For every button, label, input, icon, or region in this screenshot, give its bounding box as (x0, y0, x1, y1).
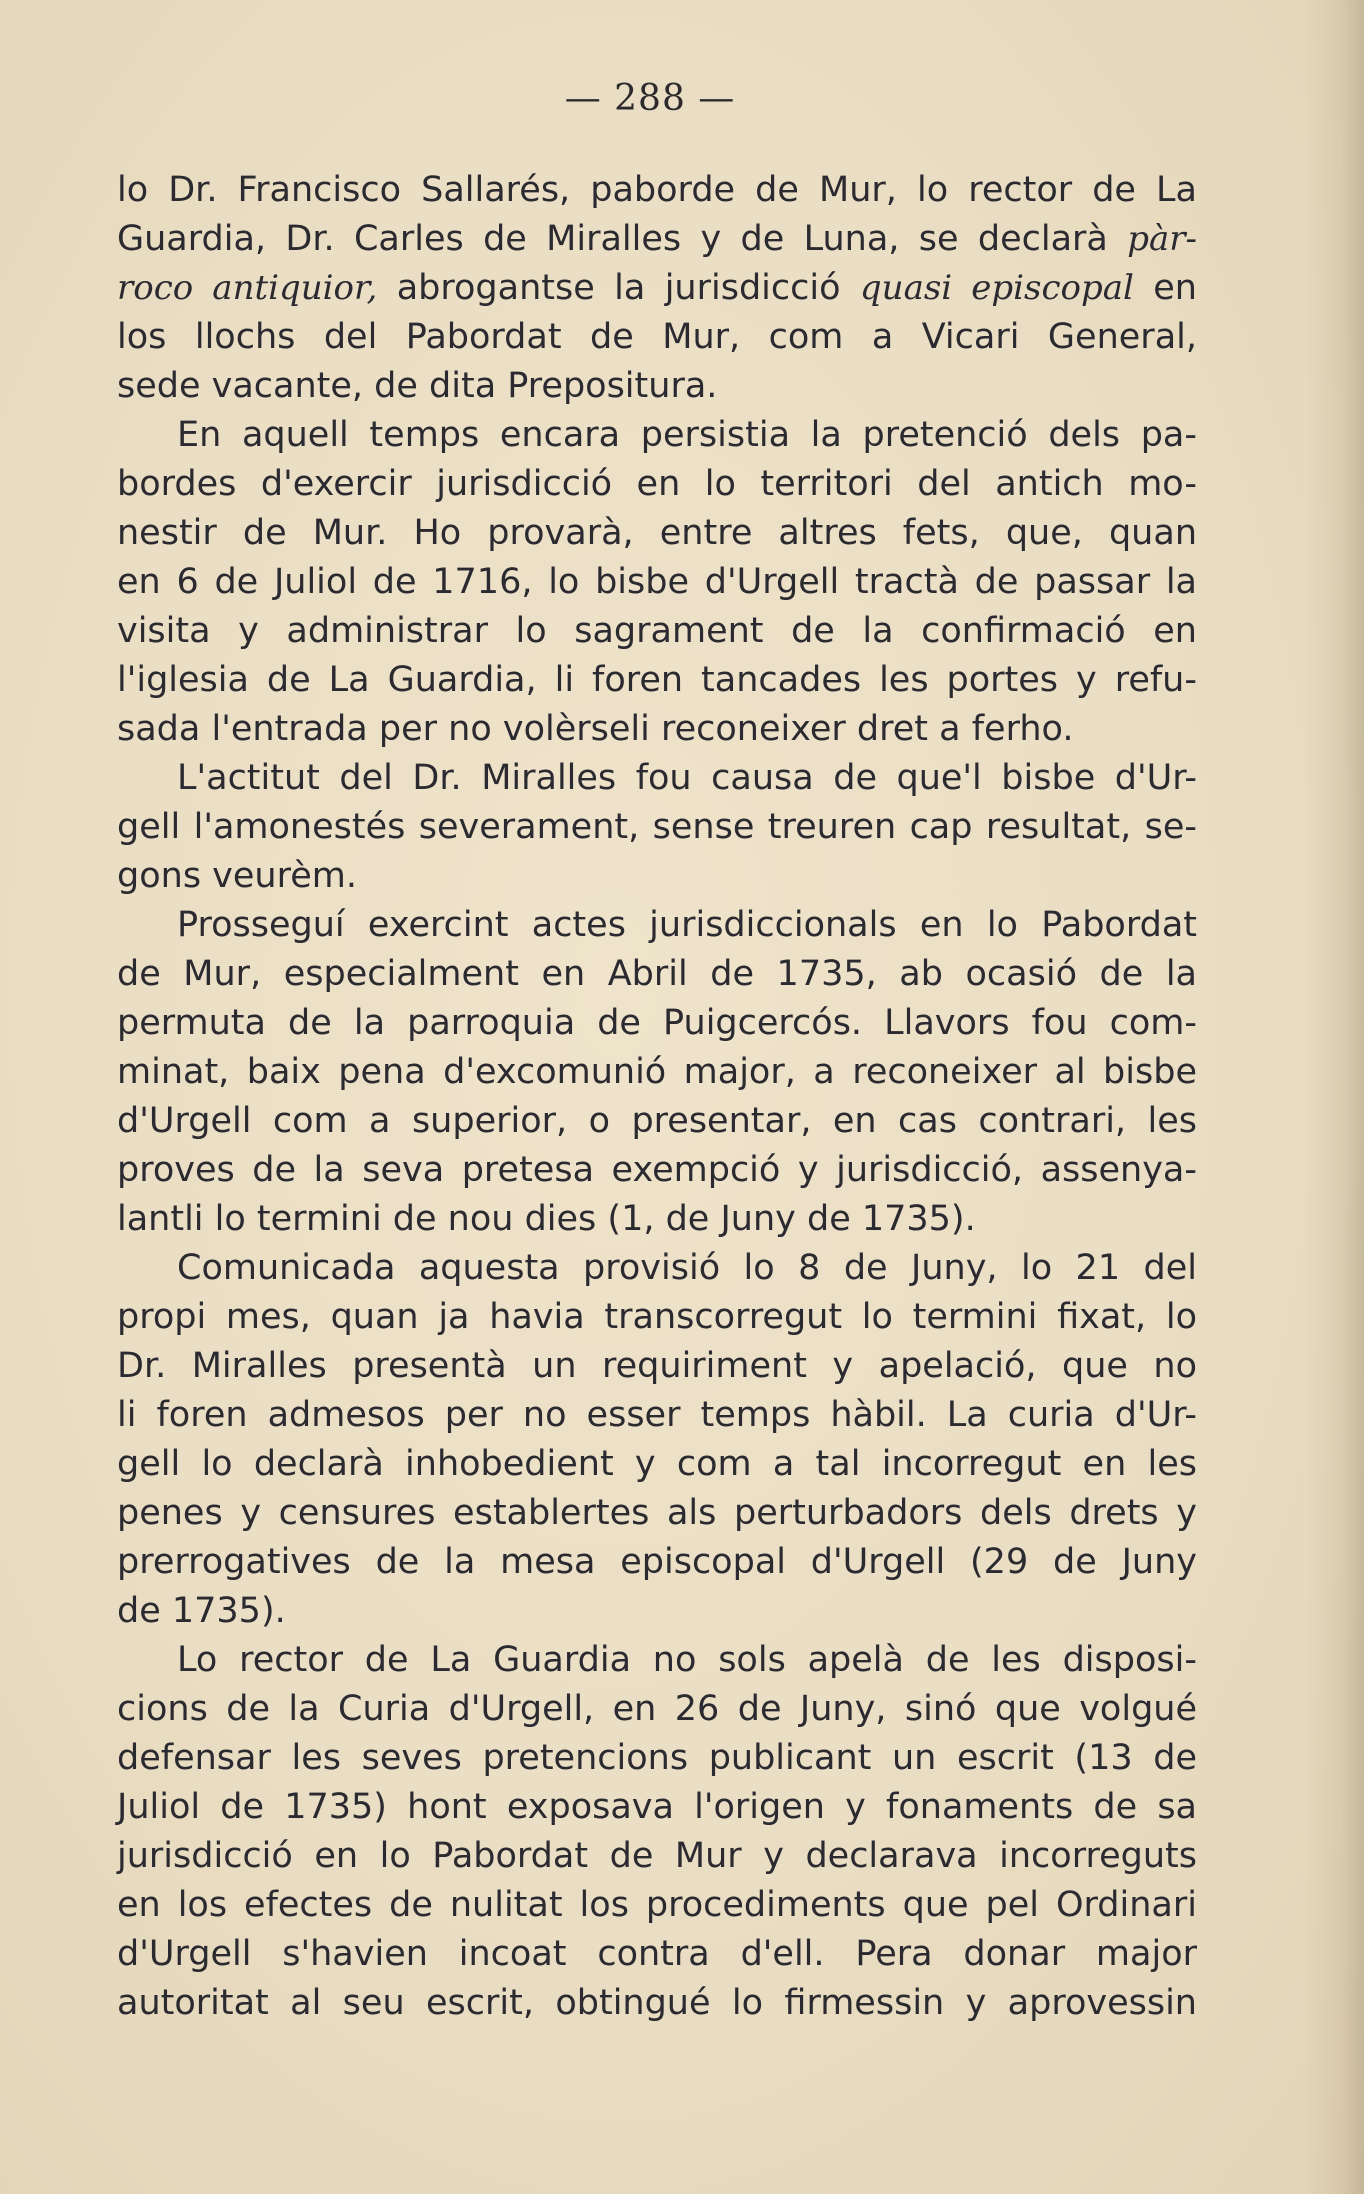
text-line: de Mur, especialment en Abril de 1735, ab ocasió de la (117, 954, 1197, 994)
page-edge-shadow (1304, 0, 1364, 2194)
page-number: — 288 — (564, 78, 736, 119)
text-line: l'iglesia de La Guardia, li foren tancades les portes y refu- (117, 660, 1197, 700)
text-line: d'Urgell s'havien incoat contra d'ell. Pera donar major (117, 1934, 1197, 1974)
text-line: penes y censures establertes als perturbadors dels drets y (117, 1493, 1197, 1533)
text-line: Dr. Miralles presentà un requiriment y apelació, que no (117, 1346, 1197, 1386)
text-line: gell l'amonestés severament, sense treuren cap resultat, se- (117, 807, 1197, 847)
text-line: en los efectes de nulitat los procediments que pel Ordinari (117, 1885, 1197, 1925)
text-line: defensar les seves pretencions publicant un escrit (13 de (117, 1738, 1197, 1778)
text-line: Juliol de 1735) hont exposava l'origen y fonaments de sa (117, 1787, 1197, 1827)
text-line: los llochs del Pabordat de Mur, com a Vicari General, (117, 317, 1197, 357)
text-line: minat, baix pena d'excomunió major, a reconeixer al bisbe (117, 1052, 1197, 1092)
text-line: bordes d'exercir jurisdicció en lo territori del antich mo- (117, 464, 1197, 504)
text-line: proves de la seva pretesa exempció y jurisdicció, assenya- (117, 1150, 1197, 1190)
text-line: Lo rector de La Guardia no sols apelà de les disposi- (177, 1640, 1197, 1680)
text-line: lo Dr. Francisco Sallarés, paborde de Mur, lo rector de La (117, 170, 1197, 210)
text-line: propi mes, quan ja havia transcorregut lo termini fixat, lo (117, 1297, 1197, 1337)
text-line (117, 215, 1197, 264)
text-span: en (1153, 268, 1197, 308)
text-line: L'actitut del Dr. Miralles fou causa de que'l bisbe d'Ur- (177, 758, 1197, 798)
text-line: nestir de Mur. Ho provarà, entre altres fets, que, quan (117, 513, 1197, 553)
text-line: de 1735). (117, 1591, 286, 1631)
text-line: gell lo declarà inhobedient y com a tal incorregut en les (117, 1444, 1197, 1484)
text-line: sede vacante, de dita Prepositura. (117, 366, 718, 406)
text-line: jurisdicció en lo Pabordat de Mur y declarava incorreguts (117, 1836, 1197, 1876)
text-line: prerrogatives de la mesa episcopal d'Urgell (29 de Juny (117, 1542, 1197, 1582)
text-line: Prosseguí exercint actes jurisdiccionals en lo Pabordat (177, 905, 1197, 945)
text-span: abrogantse la jurisdicció (396, 268, 841, 308)
text-line: gons veurèm. (117, 856, 357, 896)
text-line: En aquell temps encara persistia la pretenció dels pa- (177, 415, 1197, 455)
text-line: permuta de la parroquia de Puigcercós. Llavors fou com- (117, 1003, 1197, 1043)
text-line: visita y administrar lo sagrament de la confirmació en (117, 611, 1197, 651)
body-text (117, 166, 1197, 2028)
italic-text: quasi episcopal (859, 268, 1134, 308)
text-line (117, 264, 1197, 313)
text-line: d'Urgell com a superior, o presentar, en cas contrari, les (117, 1101, 1197, 1141)
italic-text: roco antiquior, (117, 268, 378, 308)
text-line: li foren admesos per no esser temps hàbil. La curia d'Ur- (117, 1395, 1197, 1435)
text-line: Comunicada aquesta provisió lo 8 de Juny, lo 21 del (177, 1248, 1197, 1288)
italic-text: pàr- (1127, 219, 1197, 259)
text-line: en 6 de Juliol de 1716, lo bisbe d'Urgell tractà de passar la (117, 562, 1197, 602)
text-line: cions de la Curia d'Urgell, en 26 de Juny, sinó que volgué (117, 1689, 1197, 1729)
text-line: sada l'entrada per no volèrseli reconeixer dret a ferho. (117, 709, 1074, 749)
text-span: Guardia, Dr. Carles de Miralles y de Luna, se declarà (117, 219, 1108, 259)
text-line: lantli lo termini de nou dies (1, de Juny de 1735). (117, 1199, 976, 1239)
text-line: autoritat al seu escrit, obtingué lo firmessin y aprovessin (117, 1983, 1197, 2023)
